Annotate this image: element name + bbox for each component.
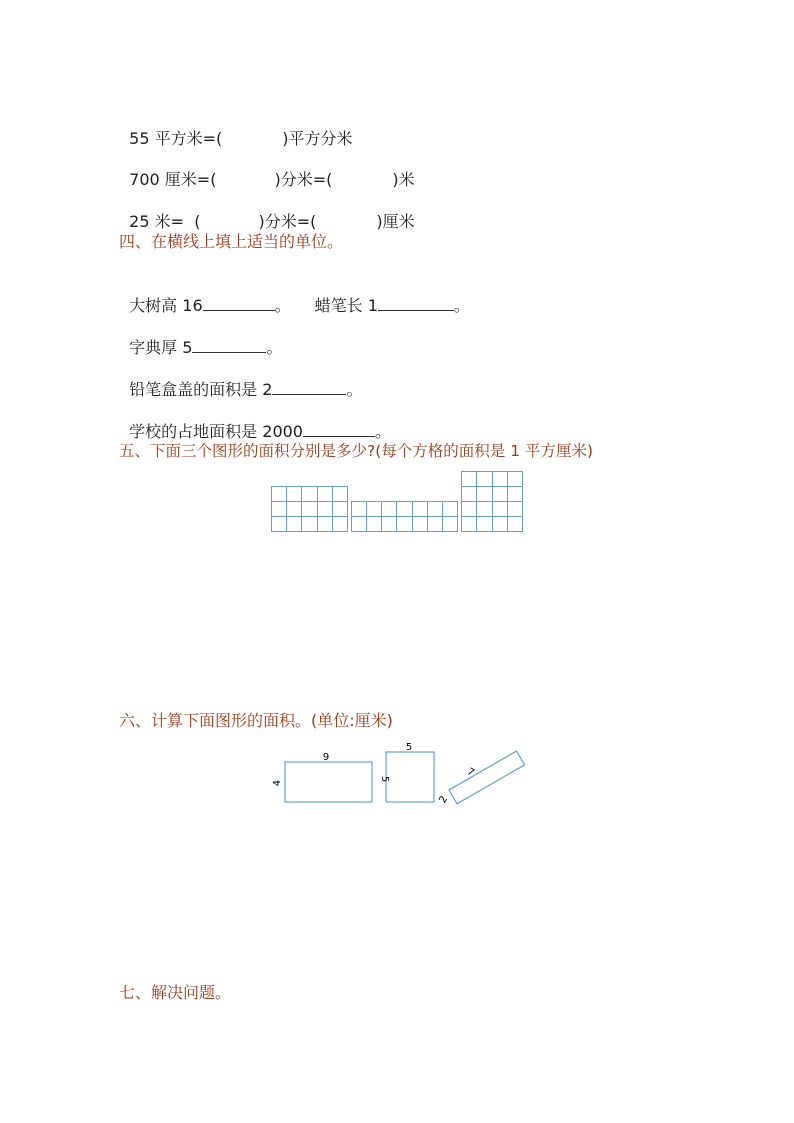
grid-cell xyxy=(382,517,397,532)
rectangle-height-label: 4 xyxy=(272,779,283,787)
answer-blank[interactable] xyxy=(192,338,266,353)
grid-cell xyxy=(272,487,287,502)
square-grid-2 xyxy=(351,501,458,532)
grid-cell xyxy=(367,517,382,532)
item-end: 。 xyxy=(374,422,391,441)
conversion-text: 25 米= ( xyxy=(129,212,201,231)
section-4-row-2 xyxy=(119,315,282,359)
conversion-line-3 xyxy=(119,189,415,233)
grid-cell xyxy=(428,502,443,517)
section-5-title: 五、下面三个图形的面积分别是多少?(每个方格的面积是 1 平方厘米) xyxy=(119,442,594,460)
conversion-text: )分米=( xyxy=(274,170,333,189)
grid-cell xyxy=(508,517,523,532)
tilted-rectangle-group xyxy=(444,743,524,804)
grid-cell xyxy=(367,502,382,517)
item-text: 蜡笔长 1 xyxy=(314,296,378,315)
tilted-length-label: 7 xyxy=(464,766,476,780)
grid-cell xyxy=(287,502,302,517)
grid-cell xyxy=(462,472,477,487)
grid-cell xyxy=(443,517,458,532)
conversion-text: )厘米 xyxy=(376,212,415,231)
grid-cell xyxy=(493,472,508,487)
grid-cell xyxy=(413,502,428,517)
section-6-title: 六、计算下面图形的面积。(单位:厘米) xyxy=(119,711,393,730)
grid-cell xyxy=(302,487,317,502)
rectangle-width-label: 9 xyxy=(322,752,330,763)
grid-cell xyxy=(477,502,492,517)
grid-cell xyxy=(333,517,348,532)
grid-cell xyxy=(272,517,287,532)
grid-cell xyxy=(508,472,523,487)
square-grid-3 xyxy=(461,471,523,532)
item-text: 字典厚 5 xyxy=(129,338,193,357)
grid-cell xyxy=(287,517,302,532)
grid-cell xyxy=(333,502,348,517)
grid-cell xyxy=(477,487,492,502)
grid-cell xyxy=(272,502,287,517)
grid-cell xyxy=(397,517,412,532)
grid-cell xyxy=(493,517,508,532)
grid-cell xyxy=(508,487,523,502)
conversion-text: )分米=( xyxy=(258,212,317,231)
grid-cell xyxy=(508,502,523,517)
grid-cell xyxy=(302,502,317,517)
conversion-line-1 xyxy=(119,106,353,150)
conversion-text: )平方分米 xyxy=(282,129,353,148)
grid-cell xyxy=(413,517,428,532)
item-end: 。 xyxy=(274,296,291,315)
grid-cell xyxy=(477,472,492,487)
tilted-width-label: 2 xyxy=(437,794,451,806)
grid-cell xyxy=(287,487,302,502)
grid-cell xyxy=(318,487,333,502)
grid-cell xyxy=(352,502,367,517)
conversion-line-2 xyxy=(119,147,415,191)
square-shape xyxy=(386,752,434,802)
section-4-title: 四、在横线上填上适当的单位。 xyxy=(119,232,344,251)
square-height-label: 5 xyxy=(379,775,390,783)
grid-cell xyxy=(443,502,458,517)
grid-cell xyxy=(428,517,443,532)
conversion-text: 700 厘米=( xyxy=(129,170,217,189)
grid-cell xyxy=(302,517,317,532)
answer-blank[interactable] xyxy=(303,422,375,437)
grid-cell xyxy=(352,517,367,532)
item-end: 。 xyxy=(453,296,470,315)
grid-cell xyxy=(493,502,508,517)
grid-cell xyxy=(318,517,333,532)
grid-cell xyxy=(477,517,492,532)
rectangle-shape xyxy=(285,762,372,802)
item-text: 学校的占地面积是 2000 xyxy=(129,422,303,441)
grid-cell xyxy=(462,517,477,532)
conversion-text: )米 xyxy=(392,170,415,189)
grid-cell xyxy=(462,502,477,517)
square-grid-1 xyxy=(271,486,348,532)
grid-cell xyxy=(397,502,412,517)
square-width-label: 5 xyxy=(405,742,413,753)
section-4-row-4 xyxy=(119,399,391,443)
item-text: 大树高 16 xyxy=(129,296,203,315)
answer-blank[interactable] xyxy=(378,296,454,311)
grid-cell xyxy=(493,487,508,502)
section-7-title: 七、解决问题。 xyxy=(119,983,232,1002)
item-end: 。 xyxy=(346,380,363,399)
section-4-row-3 xyxy=(119,357,362,401)
grid-cell xyxy=(462,487,477,502)
section-4-row-1 xyxy=(119,273,470,317)
conversion-text: 55 平方米=( xyxy=(129,129,223,148)
grid-cell xyxy=(382,502,397,517)
item-end: 。 xyxy=(266,338,283,357)
grid-cell xyxy=(333,487,348,502)
answer-blank[interactable] xyxy=(203,296,275,311)
item-text: 铅笔盒盖的面积是 2 xyxy=(129,380,273,399)
tilted-rectangle-shape xyxy=(449,751,525,804)
grid-cell xyxy=(318,502,333,517)
answer-blank[interactable] xyxy=(272,380,346,395)
shapes-figure xyxy=(260,735,540,815)
